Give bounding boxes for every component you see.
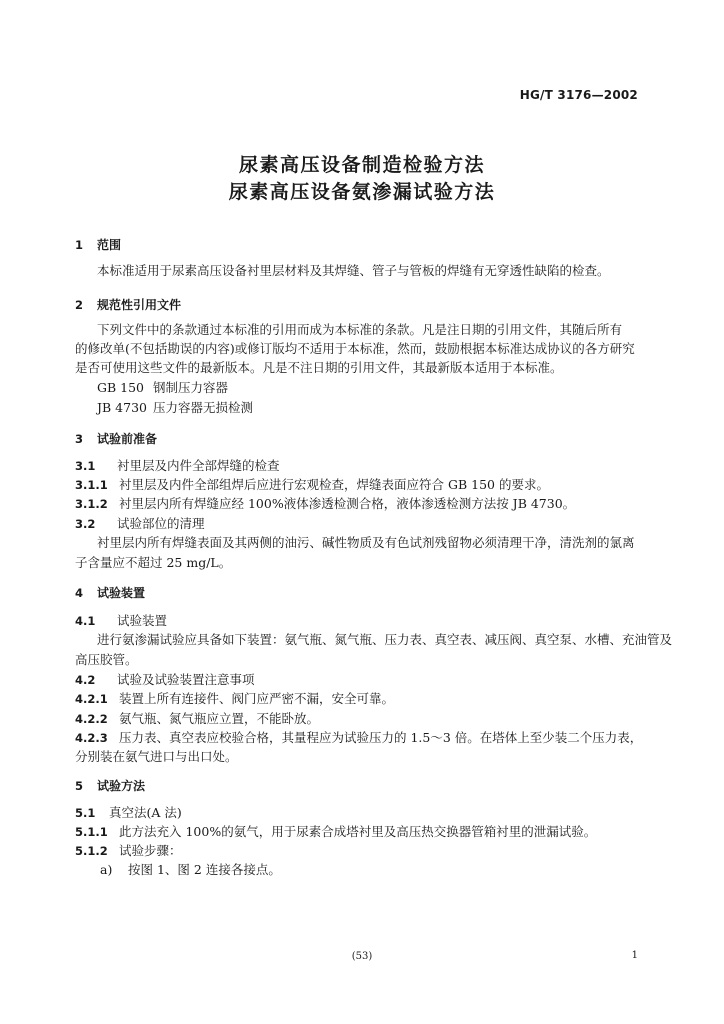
subsection-number: 4.1 bbox=[75, 614, 96, 628]
subsection-heading bbox=[75, 458, 280, 474]
clause-text: 衬里层及内件全部组焊后应进行宏观检查，焊缝表面应符合 GB 150 的要求。 bbox=[119, 477, 549, 492]
clause bbox=[75, 711, 319, 727]
page-number: 1 bbox=[631, 950, 638, 961]
paragraph: 本标准适用于尿素高压设备衬里层材料及其焊缝、管子与管板的焊缝有无穿透性缺陷的检查。 bbox=[97, 263, 610, 278]
section-title: 范围 bbox=[97, 238, 122, 252]
clause bbox=[75, 691, 394, 707]
list-item bbox=[100, 862, 281, 878]
section-title: 试验方法 bbox=[97, 779, 146, 793]
clause-number: 5.1.1 bbox=[75, 825, 108, 839]
clause-number: 3.1.1 bbox=[75, 478, 108, 492]
clause-number: 5.1.2 bbox=[75, 844, 108, 858]
clause bbox=[75, 477, 549, 493]
clause-text: 此方法充入 100%的氨气，用于尿素合成塔衬里及高压热交换器管箱衬里的泄漏试验。 bbox=[119, 824, 597, 839]
section-title: 试验装置 bbox=[97, 586, 146, 600]
subsection-number: 4.2 bbox=[75, 673, 96, 687]
section-5-heading bbox=[75, 778, 145, 794]
subsection-number: 3.1 bbox=[75, 459, 96, 473]
reference-title: 压力容器无损检测 bbox=[153, 400, 254, 415]
reference-item bbox=[97, 400, 253, 416]
reference-code: JB 4730 bbox=[97, 400, 147, 415]
clause bbox=[75, 730, 642, 746]
subsection-title: 试验及试验装置注意事项 bbox=[117, 672, 255, 687]
clause-text: 压力表、真空表应校验合格，其量程应为试验压力的 1.5～3 倍。在塔体上至少装二个压力表， bbox=[119, 730, 643, 745]
list-item-text: 按图 1、图 2 连接各接点。 bbox=[128, 862, 281, 877]
clause-number: 4.2.1 bbox=[75, 692, 108, 706]
section-number: 5 bbox=[75, 779, 84, 793]
main-title: 尿素高压设备制造检验方法 bbox=[238, 154, 485, 176]
section-number: 3 bbox=[75, 432, 84, 446]
section-title: 规范性引用文件 bbox=[97, 298, 182, 312]
subsection-heading bbox=[75, 672, 255, 688]
standard-code: HG/T 3176—2002 bbox=[519, 88, 638, 102]
clause-number: 3.1.2 bbox=[75, 497, 108, 511]
paragraph-line: 进行氨渗漏试验应具备如下装置：氨气瓶、氮气瓶、压力表、真空表、减压阀、真空泵、水槽、充油管及 bbox=[97, 632, 673, 647]
clause bbox=[75, 843, 182, 859]
paragraph-line: 分别装在氨气进口与出口处。 bbox=[75, 749, 238, 764]
clause-number: 4.2.2 bbox=[75, 712, 108, 726]
clause bbox=[75, 496, 575, 512]
section-4-heading bbox=[75, 585, 145, 601]
subsection-heading bbox=[75, 805, 182, 821]
clause bbox=[75, 824, 596, 840]
clause-text: 氨气瓶、氮气瓶应立置，不能卧放。 bbox=[119, 711, 320, 726]
section-title: 试验前准备 bbox=[97, 432, 158, 446]
reference-title: 钢制压力容器 bbox=[153, 380, 229, 395]
paragraph-line: 的修改单(不包括勘误的内容)或修订版均不适用于本标准，然而，鼓励根据本标准达成协议的各方研究 bbox=[75, 341, 635, 356]
clause-text: 装置上所有连接件、阀门应严密不漏，安全可靠。 bbox=[119, 691, 395, 706]
subsection-number: 5.1 bbox=[75, 806, 96, 820]
clause-text: 试验步骤： bbox=[119, 843, 182, 858]
subsection-title: 试验部位的清理 bbox=[117, 516, 205, 531]
paragraph-line: 衬里层内所有焊缝表面及其两侧的油污、碱性物质及有色试剂残留物必须清理干净，清洗剂的氯离 bbox=[97, 535, 635, 550]
section-number: 1 bbox=[75, 238, 84, 252]
section-3-heading bbox=[75, 431, 157, 447]
subsection-title: 真空法(A 法) bbox=[109, 805, 182, 820]
subsection-title: 衬里层及内件全部焊缝的检查 bbox=[117, 458, 280, 473]
section-number: 4 bbox=[75, 586, 84, 600]
subsection-number: 3.2 bbox=[75, 517, 96, 531]
subsection-title: 试验装置 bbox=[117, 613, 168, 628]
list-item-label: a) bbox=[100, 862, 113, 877]
section-2-heading bbox=[75, 297, 181, 313]
paragraph-line: 是否可使用这些文件的最新版本。凡是不注日期的引用文件，其最新版本适用于本标准。 bbox=[75, 360, 563, 375]
clause-text: 衬里层内所有焊缝应经 100%液体渗透检测合格，液体渗透检测方法按 JB 4730。 bbox=[119, 496, 576, 511]
paragraph-line: 高压胶管。 bbox=[75, 652, 138, 667]
paragraph-line: 下列文件中的条款通过本标准的引用而成为本标准的条款。凡是注日期的引用文件，其随后所有 bbox=[97, 322, 623, 337]
subsection-heading bbox=[75, 613, 167, 629]
paragraph-line: 子含量应不超过 25 mg/L。 bbox=[75, 555, 232, 570]
section-1-heading bbox=[75, 237, 121, 253]
clause-number: 4.2.3 bbox=[75, 731, 108, 745]
section-number: 2 bbox=[75, 298, 84, 312]
sub-title: 尿素高压设备氨渗漏试验方法 bbox=[228, 181, 496, 203]
reference-item bbox=[97, 380, 228, 396]
reference-code: GB 150 bbox=[97, 380, 145, 395]
footer-page-ref: (53) bbox=[351, 951, 373, 962]
subsection-heading bbox=[75, 516, 205, 532]
